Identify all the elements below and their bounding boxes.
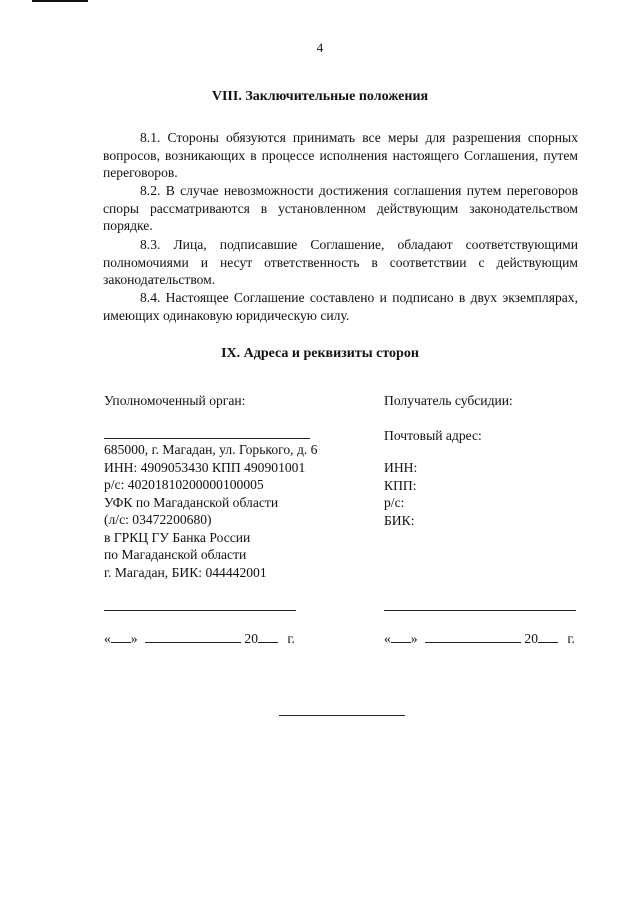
authority-inn-kpp: ИНН: 4909053430 КПП 490901001 [104, 459, 306, 475]
page-number: 4 [316, 40, 324, 55]
paragraph-8-1: 8.1. Стороны обязуются принимать все меры для разрешения спорных вопросов, возникающих в процессе исполнения настоящего Соглашения, путем переговоров. [103, 130, 578, 180]
paragraph-8-2: 8.2. В случае невозможности достижения соглашения путем переговоров споры рассматриваются в установленном действующим законодательством порядке. [103, 183, 578, 233]
recipient-date: « » 20 г. [384, 631, 575, 646]
end-of-document-line [279, 715, 405, 716]
authority-signature-line [104, 610, 296, 611]
recipient-postal-address: Почтовый адрес: [384, 428, 482, 443]
recipient-bik: БИК: [384, 512, 415, 528]
recipient-label: Получатель субсидии: [384, 393, 513, 408]
recipient-signature-line [384, 610, 576, 611]
authority-bik: г. Магадан, БИК: 044442001 [104, 564, 267, 580]
paragraph-8-3: 8.3. Лица, подписавшие Соглашение, обладают соответствующими полномочиями и несут ответственность в соответствии с действующим законодательством. [103, 237, 578, 287]
authority-ufk: УФК по Магаданской области [104, 494, 279, 510]
recipient-account: р/с: [384, 495, 405, 510]
recipient-inn: ИНН: [384, 460, 418, 475]
authority-address: 685000, г. Магадан, ул. Горького, д. 6 [104, 442, 318, 457]
authority-bank-region: по Магаданской области [104, 547, 247, 562]
authority-bank: в ГРКЦ ГУ Банка России [104, 529, 251, 545]
authority-personal-account: (л/с: 03472200680) [104, 512, 212, 527]
corner-mark [32, 0, 88, 2]
authority-details [104, 441, 317, 581]
section-9-title: IX. Адреса и реквизиты сторон [221, 346, 419, 361]
authority-name-line [104, 438, 310, 439]
authority-label: Уполномоченный орган: [104, 393, 246, 408]
recipient-details [384, 459, 417, 529]
recipient-kpp: КПП: [384, 477, 417, 493]
paragraph-8-4: 8.4. Настоящее Соглашение составлено и подписано в двух экземплярах, имеющих одинаковую юридическую силу. [103, 290, 578, 323]
authority-account: р/с: 40201810200000100005 [104, 477, 264, 492]
authority-date: « » 20 г. [104, 631, 295, 646]
section-8-title: VIII. Заключительные положения [211, 89, 429, 104]
